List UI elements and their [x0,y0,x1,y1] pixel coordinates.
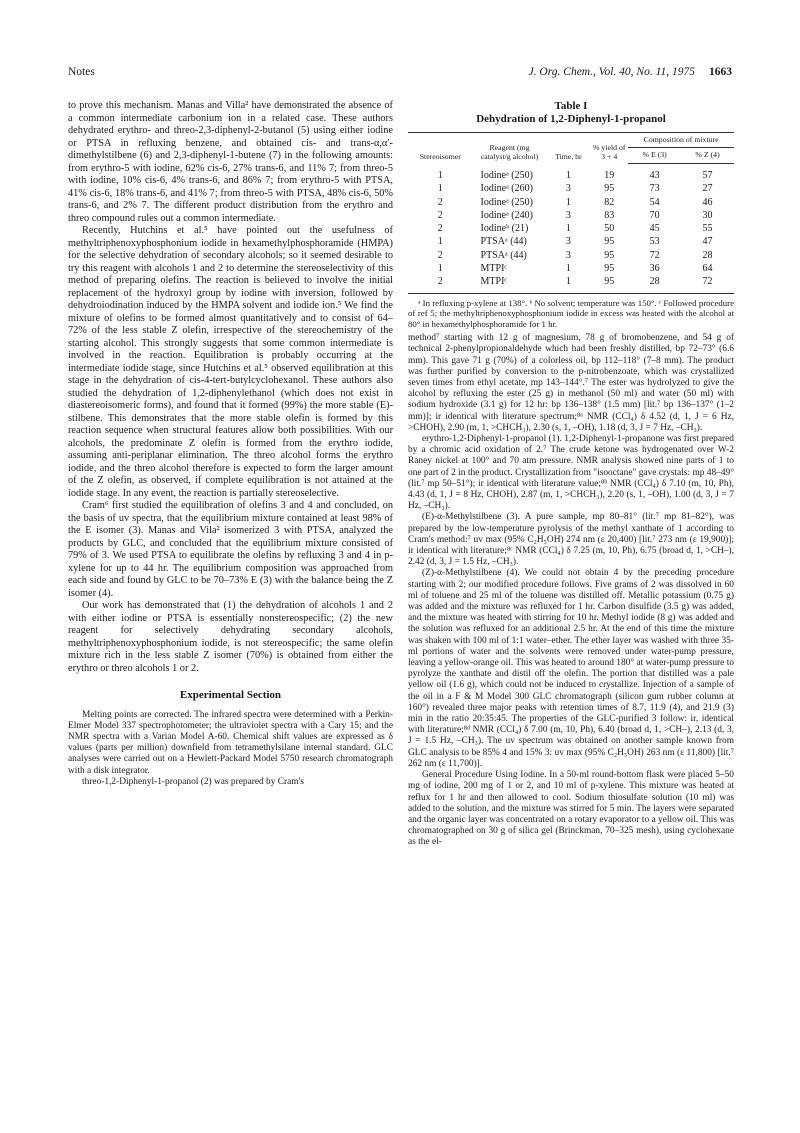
experimental-paragraph: General Procedure Using Iodine. In a 50-ml round-bottom flask were placed 5–50 mg of iodine, 200 mg of 1 or 2, and 10 ml of p-xylene. This mixture was heated at reflux for 1 hr and then allowed to cool. Sodium thiosulfate solution (10 ml) was added to the solution, and the mixture was stirred for 5 min. The layers were separated and the organic layer was concentrated on a rotary evaporator to a yellow oil. This was chromatographed on 30 g of silica gel (Brinckman, 70–325 mesh), using cyclohexane as the el- [408,770,734,848]
journal-name: J. Org. Chem., Vol. 40, No. 11, 1975 [528,66,695,78]
cell-z: 30 [702,209,713,221]
table-label: Table I [554,100,588,112]
cell-stereoisomer: 1 [437,169,443,181]
cell-time: 1 [565,169,571,181]
col-header-z: % Z (4) [681,147,734,164]
table-row [408,196,734,209]
cell-stereoisomer: 2 [408,276,473,293]
cell-reagent: Iodineᵃ (260) [480,183,533,195]
col-header-composition: Composition of mixture [628,133,734,148]
results-table [408,132,734,294]
table-caption: Dehydration of 1,2-Diphenyl-1-propanol [476,113,666,125]
cell-time: 1 [565,263,571,275]
cell-yield: 95 [604,183,615,195]
experimental-paragraph: (Z)-α-Methylstilbene (4). We could not obtain 4 by the preceding procedure starting with 2; our modified procedure follows. Five grams of 2 was dissolved in 60 ml of toluene and 25 ml of the toluene was distilled off. Metallic potassium (0.75 g) was added and the mixture was refluxed for 1 hr. Carbon disulfide (3.5 g) was added, and the mixture was heated with stirring for 10 hr. Methyl iodide (8 g) was added and the solution was refluxed for an additional 2.5 hr. At the end of this time the mixture was shaken with 100 ml of 1:1 water–ether. The ether layer was washed with three 35-ml portions of water and the solvents were removed under water-pump pressure, leaving a yellow-orange oil. This was heated to around 180° at water-pump pressure to pyrolyze the xanthate and distil off the olefin. The portion that distilled was a pale yellow oil (1.6 g), which could not be induced to crystallize. Injection of a sample of the oil in a F & M Model 300 GLC chromatograph (silicon gum rubber column at 160°) revealed three major peaks with retention times of 8.7, 11.9 (4), and 21.9 (3) min in the ratio 20:35:45. The properties of the GLC-purified 3 follow: ir, identical with literature;⁸ᵈ NMR (CCl₄) δ 7.00 (m, 10, Ph), 6.40 (broad d, 1, >CH–), 2.13 (d, 3, J = 1.5 Hz, –CH₃). The uv spectrum was obtained on another sample known from GLC analysis to be 85% 4 and 15% 3: uv max (95% C₂H₅OH) 263 nm (ε 11,800) [lit.⁷ 262 nm (ε 11,700)]. [408,568,734,769]
cell-reagent: MTPIᶜ [480,263,507,275]
cell-reagent: Iodineᵃ (240) [480,209,533,221]
cell-z: 47 [702,236,713,248]
cell-time: 3 [565,209,571,221]
cell-time: 1 [547,276,591,293]
cell-yield: 95 [604,263,615,275]
col-header-reagent: Reagent (mg catalyst/g alcohol) [473,133,547,164]
footnote-text: ᵃ In refluxing p-xylene at 138°. ᵇ No solvent; temperature was 150°. ᶜ Followed procedure of ref 5; the methyltriphenoxyphosphonium iodide in excess was heated with the alcohol at 80° in hexamethylphosphoramide for 1 hr. [408,297,734,329]
left-column [68,100,393,788]
right-column [408,100,734,849]
cell-reagent: PTSAᵃ (44) [480,249,527,261]
cell-z: 57 [702,170,713,181]
cell-time: 3 [565,249,571,261]
cell-yield: 50 [604,223,615,235]
header-journal-citation [529,66,732,78]
cell-stereoisomer: 2 [437,223,443,235]
cell-yield: 95 [604,249,615,261]
cell-stereoisomer: 2 [437,196,443,208]
cell-reagent: Iodineᵃ (250) [480,169,533,181]
body-paragraph: Our work has demonstrated that (1) the dehydration of alcohols 1 and 2 with either iodine or PTSA is essentially nonstereospecific; (2) the new reagent for selectively dehydrating secondary alcohols, methyltriphenoxyphosphonium iodide, is not stereospecific; the same olefin mixture rich in the less stable Z isomer (70%) is obtained from either the erythro or threo alcohols 1 or 2. [68,600,393,674]
cell-e: 28 [628,276,681,293]
cell-yield: 95 [590,276,628,293]
cell-e: 53 [649,236,660,248]
cell-stereoisomer: 2 [437,249,443,261]
cell-e: 72 [649,249,660,261]
cell-stereoisomer: 1 [437,263,443,275]
experimental-paragraph: Melting points are corrected. The infrared spectra were determined with a Perkin-Elmer Model 337 spectrophotometer; the ultraviolet spectra with a Cary 15; and the NMR spectra with a Varian Model A-60. Chemical shift values are expressed as δ values (parts per million) downfield from tetramethylsilane internal standard. GLC analyses were carried out on a Hewlett-Packard Model 5750 research chromatograph with a disk integrator. [68,709,393,776]
cell-time: 1 [565,223,571,235]
page-number: 1663 [709,66,732,78]
cell-stereoisomer: 1 [437,183,443,195]
cell-z: 72 [681,276,734,293]
table-footnote [408,298,734,330]
cell-time: 3 [565,236,571,248]
col-header-stereoisomer: Stereoisomer [408,133,473,164]
cell-e: 70 [649,209,660,221]
cell-e: 45 [649,223,660,235]
cell-yield: 82 [604,196,615,208]
body-paragraph: to prove this mechanism. Manas and Villa² have demonstrated the absence of a common intermediate carbonium ion in a related case. These authors dehydrated erythro- and threo-2,3-diphenyl-2-butanol (5) using either iodine or PTSA in refluxing benzene, and obtained cis- and trans-α,α′-dimethylstilbene (6) and 2,3-diphenyl-1-butene (7) in the following amounts: from erythro-5 with iodine, 62% cis-6, 27% trans-6, and 11% 7; from threo-5 with iodine, 10% cis-6, 4% trans-6, and 86% 7; from erythro-5 with PTSA, 41% cis-6, 18% trans-6, and 41% 7; from threo-5 with PTSA, 48% cis-6, 50% trans-6, and 2% 7. The different product distribution from the erythro and threo compound rules out a common intermediate. [68,100,393,224]
col-header-yield: % yield of 3 + 4 [590,133,628,164]
cell-reagent: Iodineᵃ (250) [480,196,533,208]
cell-reagent: MTPIᶜ [473,276,547,293]
body-paragraph: Cram⁶ first studied the equilibration of olefins 3 and 4 and concluded, on the basis of uv spectra, that the equilibrium mixture contained at least 98% of the E isomer (3). Manas and Vila² isomerized 3 with PTSA, analyzed the products by GLC, and concluded that the equilibrium mixture consisted of 79% of 3. We used PTSA to equilibrate the olefins by refluxing 3 and 4 in p-xylene for up to 44 hr. The equilibrium composition was approached from each side and found by GLC to be 70–73% E (3) with the balance being the Z isomer (4). [68,500,393,599]
table-row [408,223,734,236]
cell-time: 1 [565,196,571,208]
cell-reagent: PTSAᵃ (44) [480,236,527,248]
table-row [408,263,734,276]
cell-stereoisomer: 2 [437,209,443,221]
cell-stereoisomer: 1 [437,236,443,248]
cell-reagent: Iodineᵇ (21) [480,223,529,235]
cell-z: 55 [702,223,713,235]
cell-yield: 95 [604,236,615,248]
cell-e: 36 [649,263,660,275]
cell-z: 28 [702,249,713,261]
table-row [408,183,734,196]
col-header-time: Time, hr [547,133,591,164]
experimental-paragraph: threo-1,2-Diphenyl-1-propanol (2) was prepared by Cram's [82,776,304,787]
header-section-label: Notes [68,66,95,78]
cell-yield: 19 [604,169,615,181]
experimental-paragraph: erythro-1,2-Diphenyl-1-propanol (1). 1,2-Diphenyl-1-propanone was first prepared by a chromic acid oxidation of 2.⁷ The crude ketone was hydrogenated over W-2 Raney nickel at 100° and 70 atm pressure. NMR analysis showed nine parts of 1 to one part of 2 in the product. Crystallization from "isooctane" gave crystals: mp 48–49° (lit.⁷ mp 50–51°); ir identical with literature value;⁸ᵇ NMR (CCl₄) δ 7.10 (m, 10, Ph), 4.43 (d, 1, J = 8 Hz, CHOH), 2.87 (m, 1, >CHCH₃), 2.20 (s, 1, –OH), 1.00 (d, 3, J = 7 Hz, –CH₃). [408,434,734,512]
cell-e: 54 [649,196,660,208]
cell-z: 46 [702,196,713,208]
cell-e: 43 [649,170,660,181]
table-row [408,276,734,293]
experimental-paragraph: (E)-α-Methylstilbene (3). A pure sample, mp 80–81° (lit.⁷ mp 81–82°), was prepared by the low-temperature pyrolysis of the methyl xanthate of 1 according to Cram's method:⁷ uv max (95% C₂H₅OH) 274 nm (ε 20,400) [lit.⁷ 273 nm (ε 19,900)]; ir identical with literature;⁸ᶜ NMR (CCl₄) δ 7.25 (m, 10, Ph), 6.75 (broad d, 1, >CH–), 2.42 (d, 3, J = 1.5 Hz, –CH₃). [408,512,734,568]
table-row [408,249,734,262]
table-body [408,164,734,294]
table-row [408,164,734,183]
body-paragraph: Recently, Hutchins et al.⁵ have pointed out the usefulness of methyltriphenoxyphosphonium iodide in hexamethylphosphoramide (HMPA) for the selective dehydration of secondary alcohols; so it seemed desirable to try this reagent with alcohols 1 and 2 to determine the stereoselectivity of this method of preparing olefins. The reaction is believed to involve the initial replacement of the hydroxyl group by iodine with inversion, followed by dehydroiodination induced by the HMPA solvent and iodide ion.⁵ We find the mixture of olefins to be formed almost quantitatively and to consist of 64–72% of the less stable Z olefin, irrespective of the stereochemistry of the starting alcohol. This strongly suggests that some common intermediate is involved in the reaction. Equilibration is probably occurring at the intermediate iodide stage, since Hutchins et al.⁵ observed equilibration at this stage in the dehydration of cis-4-tert-butylcyclohexanol. These authors also studied the dehydration of 1,2-diphenylethanol (which does not exist in diastereoisomeric forms), and found that it formed (99%) the more stable (E)-stilbene. This demonstrates that the more stable olefin is formed by this reaction sequence when structural features allow both possibilities. With our alcohols, the predominate Z olefin is formed from the erythro iodide, assuming anti-periplanar elimination. The threo alcohol forms the erythro iodide, and the threo alcohol therefore is expected to form the larger amount of the Z olefin, as observed, if complete equilibration is not attained at the iodide stage. In any event, the reaction is partially stereoselective. [68,225,393,499]
table-row [408,236,734,249]
experimental-paragraph: method⁷ starting with 12 g of magnesium, 78 g of bromobenzene, and 54 g of technical 2-phenylpropionaldehyde which had been freshly distilled, bp 72–73° (6.6 mm). This gave 71 g (70%) of a colorless oil, bp 112–118° (7–8 mm). The product was further purified by conversion to the p-nitrobenzoate, which was crystallized seven times from ethyl acetate, mp 143–144°.⁷ The ester was hydrolyzed to give the alcohol by refluxing the ester (25 g) in methanol (50 ml) and water (50 ml) with sodium hydroxide (3.1 g) for 12 hr: bp 136–138° (1.5 mm) [lit.⁷ bp 136–137° (1–2 mm)]; ir identical with literature spectrum;⁸ᵃ NMR (CCl₄) δ 4.52 (d, 1, J = 6 Hz, >CHOH), 2.90 (m, 1, >CHCH₃), 2.30 (s, 1, –OH), 1.18 (d, 3, J = 7 Hz, –CH₃). [408,333,734,433]
cell-yield: 83 [604,209,615,221]
col-header-e: % E (3) [628,147,681,164]
cell-e: 73 [649,183,660,195]
cell-time: 3 [565,183,571,195]
page-header [68,66,732,84]
table-row [408,209,734,222]
section-heading: Experimental Section [179,689,282,701]
cell-z: 27 [702,183,713,195]
cell-z: 64 [702,263,713,275]
table-block [408,100,734,329]
